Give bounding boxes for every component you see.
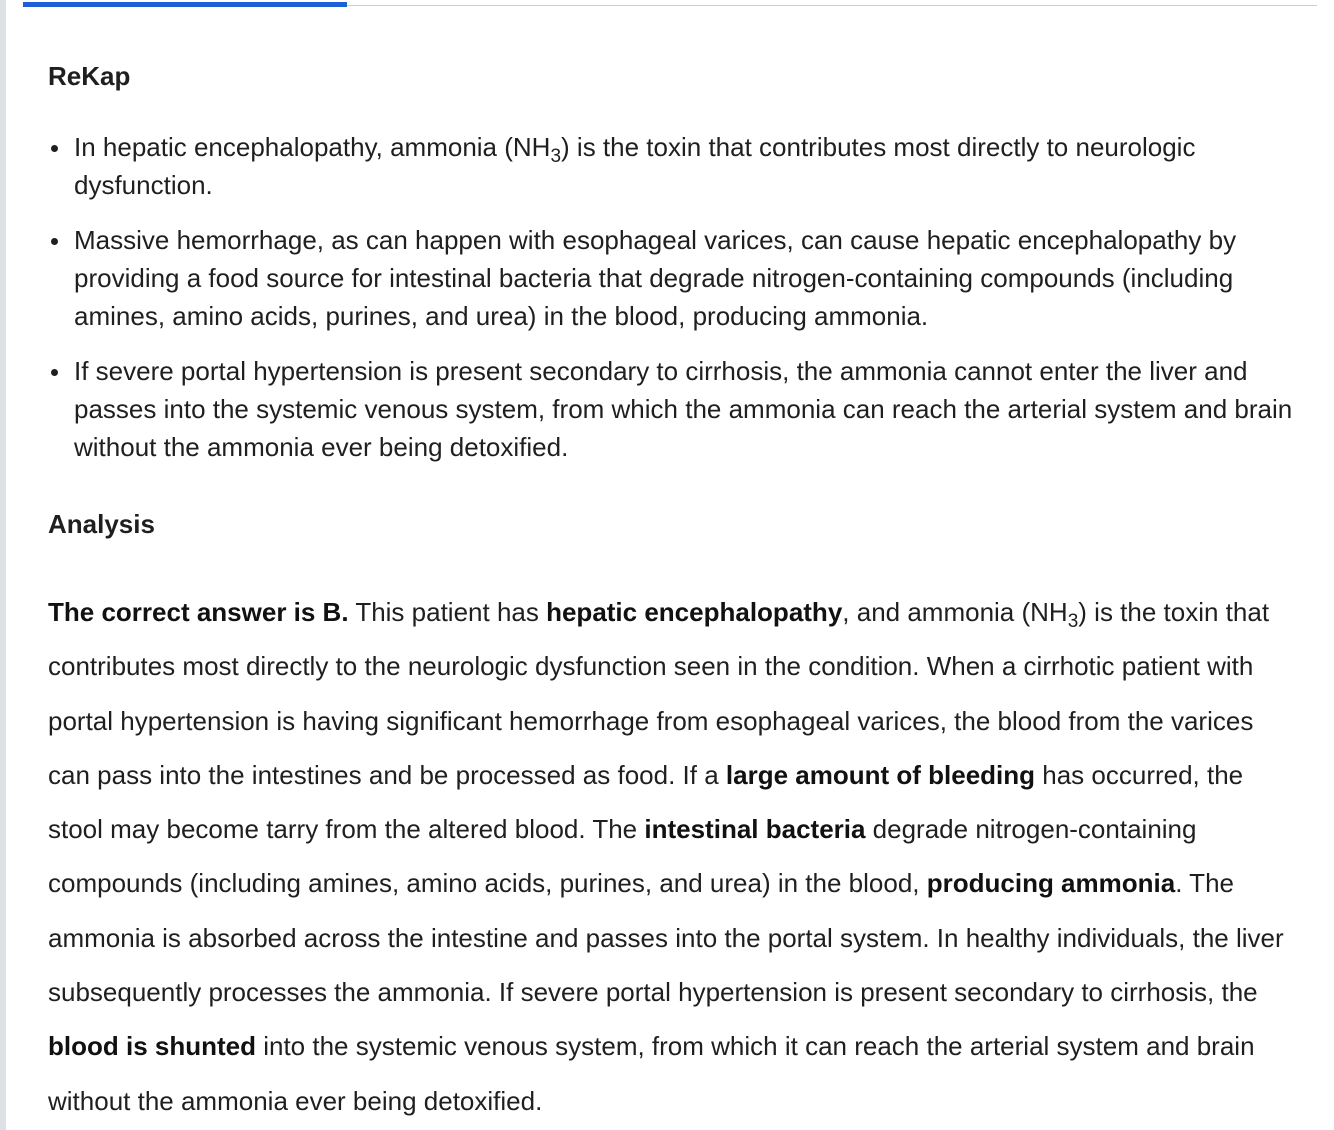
rekap-item: Massive hemorrhage, as can happen with esophageal varices, can cause hepatic encephalopathy by providing a food source for intestinal bacteria that degrade nitrogen-containing compounds (including amines, amino acids, purines, and urea) in the blood, producing ammonia. [48,221,1308,335]
analysis-paragraph: The correct answer is B. This patient has hepatic encephalopathy, and ammonia $(NH_3)$ is the toxin that contributes most directly to the neurologic dysfunction seen in the condition. When a cirrhotic patient with portal hypertension is having significant hemorrhage from esophageal varices, the blood from the varices can pass into the intestines and be processed as food. If a large amount of bleeding has occurred, the stool may become tarry from the altered blood. The intestinal bacteria degrade nitrogen-containing compounds (including amines, amino acids, purines, and urea) in the blood, producing ammonia. The ammonia is absorbed across the intestine and passes into the portal system. In healthy individuals, the liver subsequently processes the ammonia. If severe portal hypertension is present secondary to cirrhosis, the blood is shunted into the systemic venous system, from which it can reach the arterial system and brain without the ammonia ever being detoxified. [48,597,1284,1116]
progress-fill [23,2,347,7]
highlight-term: intestinal bacteria [644,814,866,845]
highlight-term: producing ammonia [926,868,1176,899]
correct-answer-statement: The correct answer is B. [48,597,349,627]
left-rail [0,0,6,1130]
analysis-heading: Analysis [48,509,155,539]
progress-bar [23,5,1317,6]
highlight-term: large amount of bleeding [725,759,1036,790]
rekap-item: If severe portal hypertension is present secondary to cirrhosis, the ammonia cannot enter the liver and passes into the systemic venous system, from which the ammonia can reach the arterial system and brain without the ammonia ever being detoxified. [48,352,1308,466]
rekap-list [48,128,1308,483]
rekap-heading: ReKap [48,61,131,91]
highlight-term: hepatic encephalopathy [546,597,843,627]
rekap-item: In hepatic encephalopathy, ammonia $(NH_3)$ is the toxin that contributes most directly to neurologic dysfunction. [48,128,1308,204]
highlight-term: blood is shunted [48,1031,256,1062]
